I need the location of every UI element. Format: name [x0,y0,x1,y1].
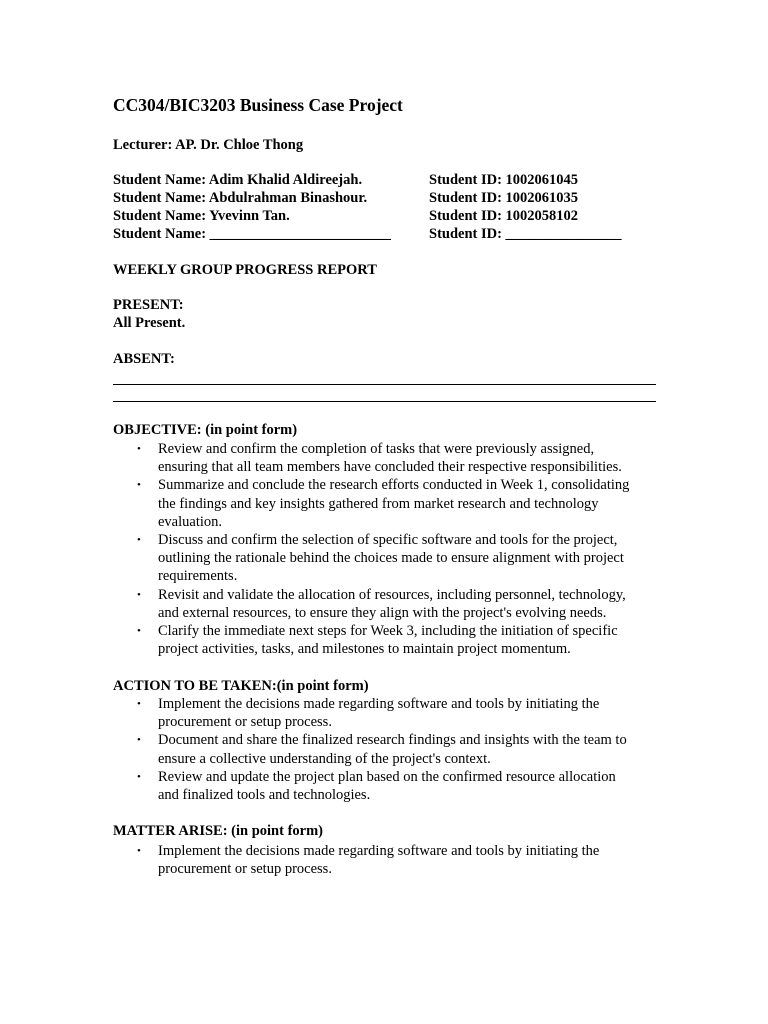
student-id: Student ID: 1002061035 [429,190,579,206]
student-row [113,225,622,243]
bullet-icon: • [137,770,141,783]
list-item: • Summarize and conclude the research efforts conducted in Week 1, consolidating the findings and key insights gathered from market research and technology evaluation. [137,477,630,530]
list-item: • Review and update the project plan based on the confirmed resource allocation and finalized tools and technologies. [137,768,616,804]
student-id: Student ID: ________________ [429,226,622,242]
document-title: CC304/BIC3203 Business Case Project [113,95,403,115]
report-heading: WEEKLY GROUP PROGRESS REPORT [113,262,377,278]
student-row [113,171,579,189]
absent-blank-line [113,401,656,402]
action-heading: ACTION TO BE TAKEN:(in point form) [113,678,369,694]
bullet-icon: • [137,698,141,710]
student-row [113,189,579,207]
list-item: • Revisit and validate the allocation of resources, including personnel, technology, and external resources, to ensure they align with the project's evolving needs. [137,586,626,621]
bullet-icon: • [137,443,141,455]
student-id: Student ID: 1002061045 [429,172,579,188]
lecturer-line: Lecturer: AP. Dr. Chloe Thong [113,137,304,153]
action-list [113,695,673,804]
bullet-icon: • [137,734,141,747]
student-name: Student Name: _________________________ [113,226,391,242]
bullet-icon: • [137,588,141,601]
bullet-icon: • [137,625,141,638]
objective-heading: OBJECTIVE: (in point form) [113,422,298,438]
student-row [113,207,579,225]
objective-list [113,440,673,658]
student-name: Student Name: Adim Khalid Aldireejah. [113,172,363,188]
student-name: Student Name: Yvevinn Tan. [113,208,290,224]
present-label: PRESENT: [113,297,184,313]
matter-heading: MATTER ARISE: (in point form) [113,823,323,839]
list-item: • Review and confirm the completion of tasks that were previously assigned, ensuring that all team members have concluded their respective responsibilities. [137,441,622,476]
list-item: • Discuss and confirm the selection of specific software and tools for the project, outlining the rationale behind the choices made to ensure alignment with project requirements. [137,532,624,585]
bullet-icon: • [137,534,141,547]
list-item: • Implement the decisions made regarding software and tools by initiating the procurement or setup process. [137,843,600,878]
matter-list [113,842,673,878]
absent-blank-line [113,384,656,385]
bullet-icon: • [137,479,141,492]
student-name: Student Name: Abdulrahman Binashour. [113,190,368,206]
student-id: Student ID: 1002058102 [429,208,579,224]
list-item: • Document and share the finalized research findings and insights with the team to ensure a collective understanding of the project's context. [137,732,627,767]
list-item: • Implement the decisions made regarding software and tools by initiating the procurement or setup process. [137,696,600,731]
present-value: All Present. [113,315,186,331]
list-item: • Clarify the immediate next steps for Week 3, including the initiation of specific project activities, tasks, and milestones to maintain project momentum. [137,623,618,658]
bullet-icon: • [137,845,141,857]
absent-label: ABSENT: [113,351,175,367]
